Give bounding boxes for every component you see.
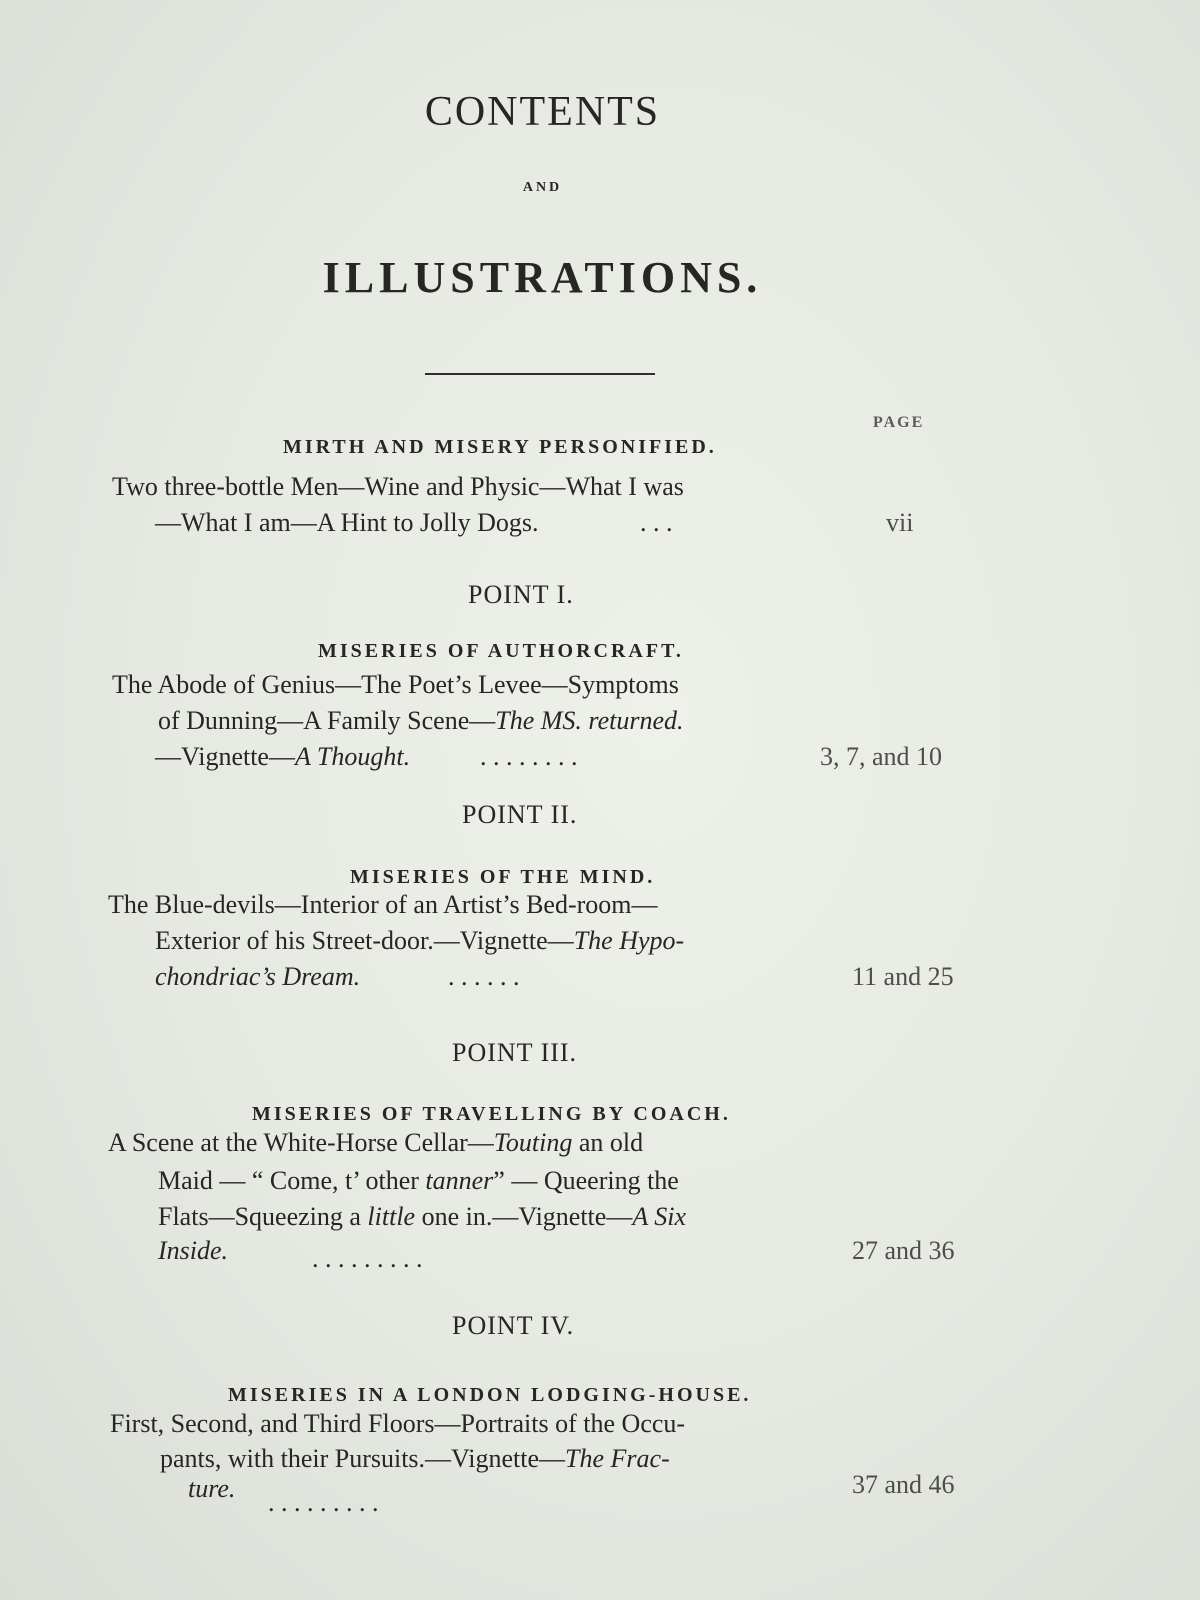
point-2-line-2-text: Exterior of his Street-door.—Vignette—	[155, 926, 574, 955]
intro-page-ref: vii	[886, 508, 914, 537]
point-3-line-1-italic: Touting	[493, 1128, 573, 1157]
point-3-line-1-text: A Scene at the White-Horse Cellar—	[108, 1128, 494, 1157]
point-2-line-3	[155, 962, 360, 992]
point-4-line-3-italic: ture.	[188, 1474, 236, 1503]
point-3-line-3	[158, 1202, 686, 1232]
point-1-line-3-italic: A Thought.	[294, 742, 411, 771]
point-4-line-1: First, Second, and Third Floors—Portraits of the Occu-	[110, 1409, 686, 1438]
point-2-leader-dots: . . . . . .	[448, 962, 520, 991]
point-3-line-3-italic: little	[367, 1202, 416, 1231]
point-3-line-3-text-mid: one in.—Vignette—	[415, 1202, 633, 1231]
title-and: AND	[522, 180, 563, 195]
point-1-heading: MISERIES OF AUTHORCRAFT.	[318, 640, 684, 662]
point-3-line-3-text: Flats—Squeezing a	[158, 1202, 368, 1231]
point-3-page-ref: 27 and 36	[852, 1236, 955, 1265]
point-4-line-2-text: pants, with their Pursuits.—Vignette—	[160, 1444, 566, 1473]
point-3-line-4-italic: Inside.	[158, 1236, 229, 1265]
intro-line-2: —What I am—A Hint to Jolly Dogs.	[155, 508, 539, 537]
point-1-line-2	[158, 706, 684, 736]
title-rule	[425, 373, 655, 375]
point-4-title: POINT IV.	[452, 1311, 575, 1340]
point-2-line-2-italic: The Hypo-	[573, 926, 685, 955]
title-illustrations: ILLUSTRATIONS.	[322, 253, 763, 302]
intro-heading: MIRTH AND MISERY PERSONIFIED.	[283, 436, 717, 458]
intro-line-1: Two three-bottle Men—Wine and Physic—What I was	[112, 472, 684, 501]
point-3-title: POINT III.	[452, 1038, 578, 1067]
point-4-page-ref: 37 and 46	[852, 1470, 955, 1499]
point-4-leader-dots: . . . . . . . . .	[268, 1488, 379, 1517]
point-2-line-2	[155, 926, 684, 956]
point-4-line-2-italic: The Frac-	[565, 1444, 670, 1473]
point-2-line-3-italic: chondriac’s Dream.	[155, 962, 361, 991]
point-3-line-2-text-end: ” — Queering the	[493, 1166, 679, 1195]
point-1-title: POINT I.	[468, 580, 574, 609]
point-3-line-3-italic-end: A Six	[632, 1202, 687, 1231]
point-3-line-4	[158, 1236, 228, 1266]
point-1-line-1: The Abode of Genius—The Poet’s Levee—Symptoms	[112, 670, 679, 699]
point-2-heading: MISERIES OF THE MIND.	[350, 866, 656, 888]
point-2-title: POINT II.	[462, 800, 578, 829]
point-1-leader-dots: . . . . . . . .	[480, 742, 578, 771]
point-4-line-3	[188, 1474, 235, 1504]
point-3-line-1	[108, 1128, 643, 1158]
point-2-line-1: The Blue-devils—Interior of an Artist’s Bed-room—	[108, 890, 658, 919]
point-1-page-ref: 3, 7, and 10	[820, 742, 943, 771]
point-1-line-3	[155, 742, 410, 772]
point-1-line-2-text: of Dunning—A Family Scene—	[158, 706, 496, 735]
point-3-line-2	[158, 1166, 679, 1196]
point-3-line-1-text-end: an old	[572, 1128, 644, 1157]
intro-leader-dots: . . .	[640, 508, 673, 537]
point-1-line-3-text: —Vignette—	[155, 742, 295, 771]
point-2-page-ref: 11 and 25	[852, 962, 954, 991]
point-3-line-2-text: Maid — “ Come, t’ other	[158, 1166, 426, 1195]
point-1-line-2-italic: The MS. returned.	[495, 706, 684, 735]
point-4-heading: MISERIES IN A LONDON LODGING-HOUSE.	[228, 1384, 752, 1406]
page-column-label: PAGE	[873, 414, 925, 431]
point-4-line-2	[160, 1444, 670, 1474]
point-3-heading: MISERIES OF TRAVELLING BY COACH.	[252, 1103, 731, 1125]
title-contents: CONTENTS	[424, 89, 661, 135]
point-3-leader-dots: . . . . . . . . .	[312, 1244, 423, 1273]
point-3-line-2-italic: tanner	[425, 1166, 494, 1195]
